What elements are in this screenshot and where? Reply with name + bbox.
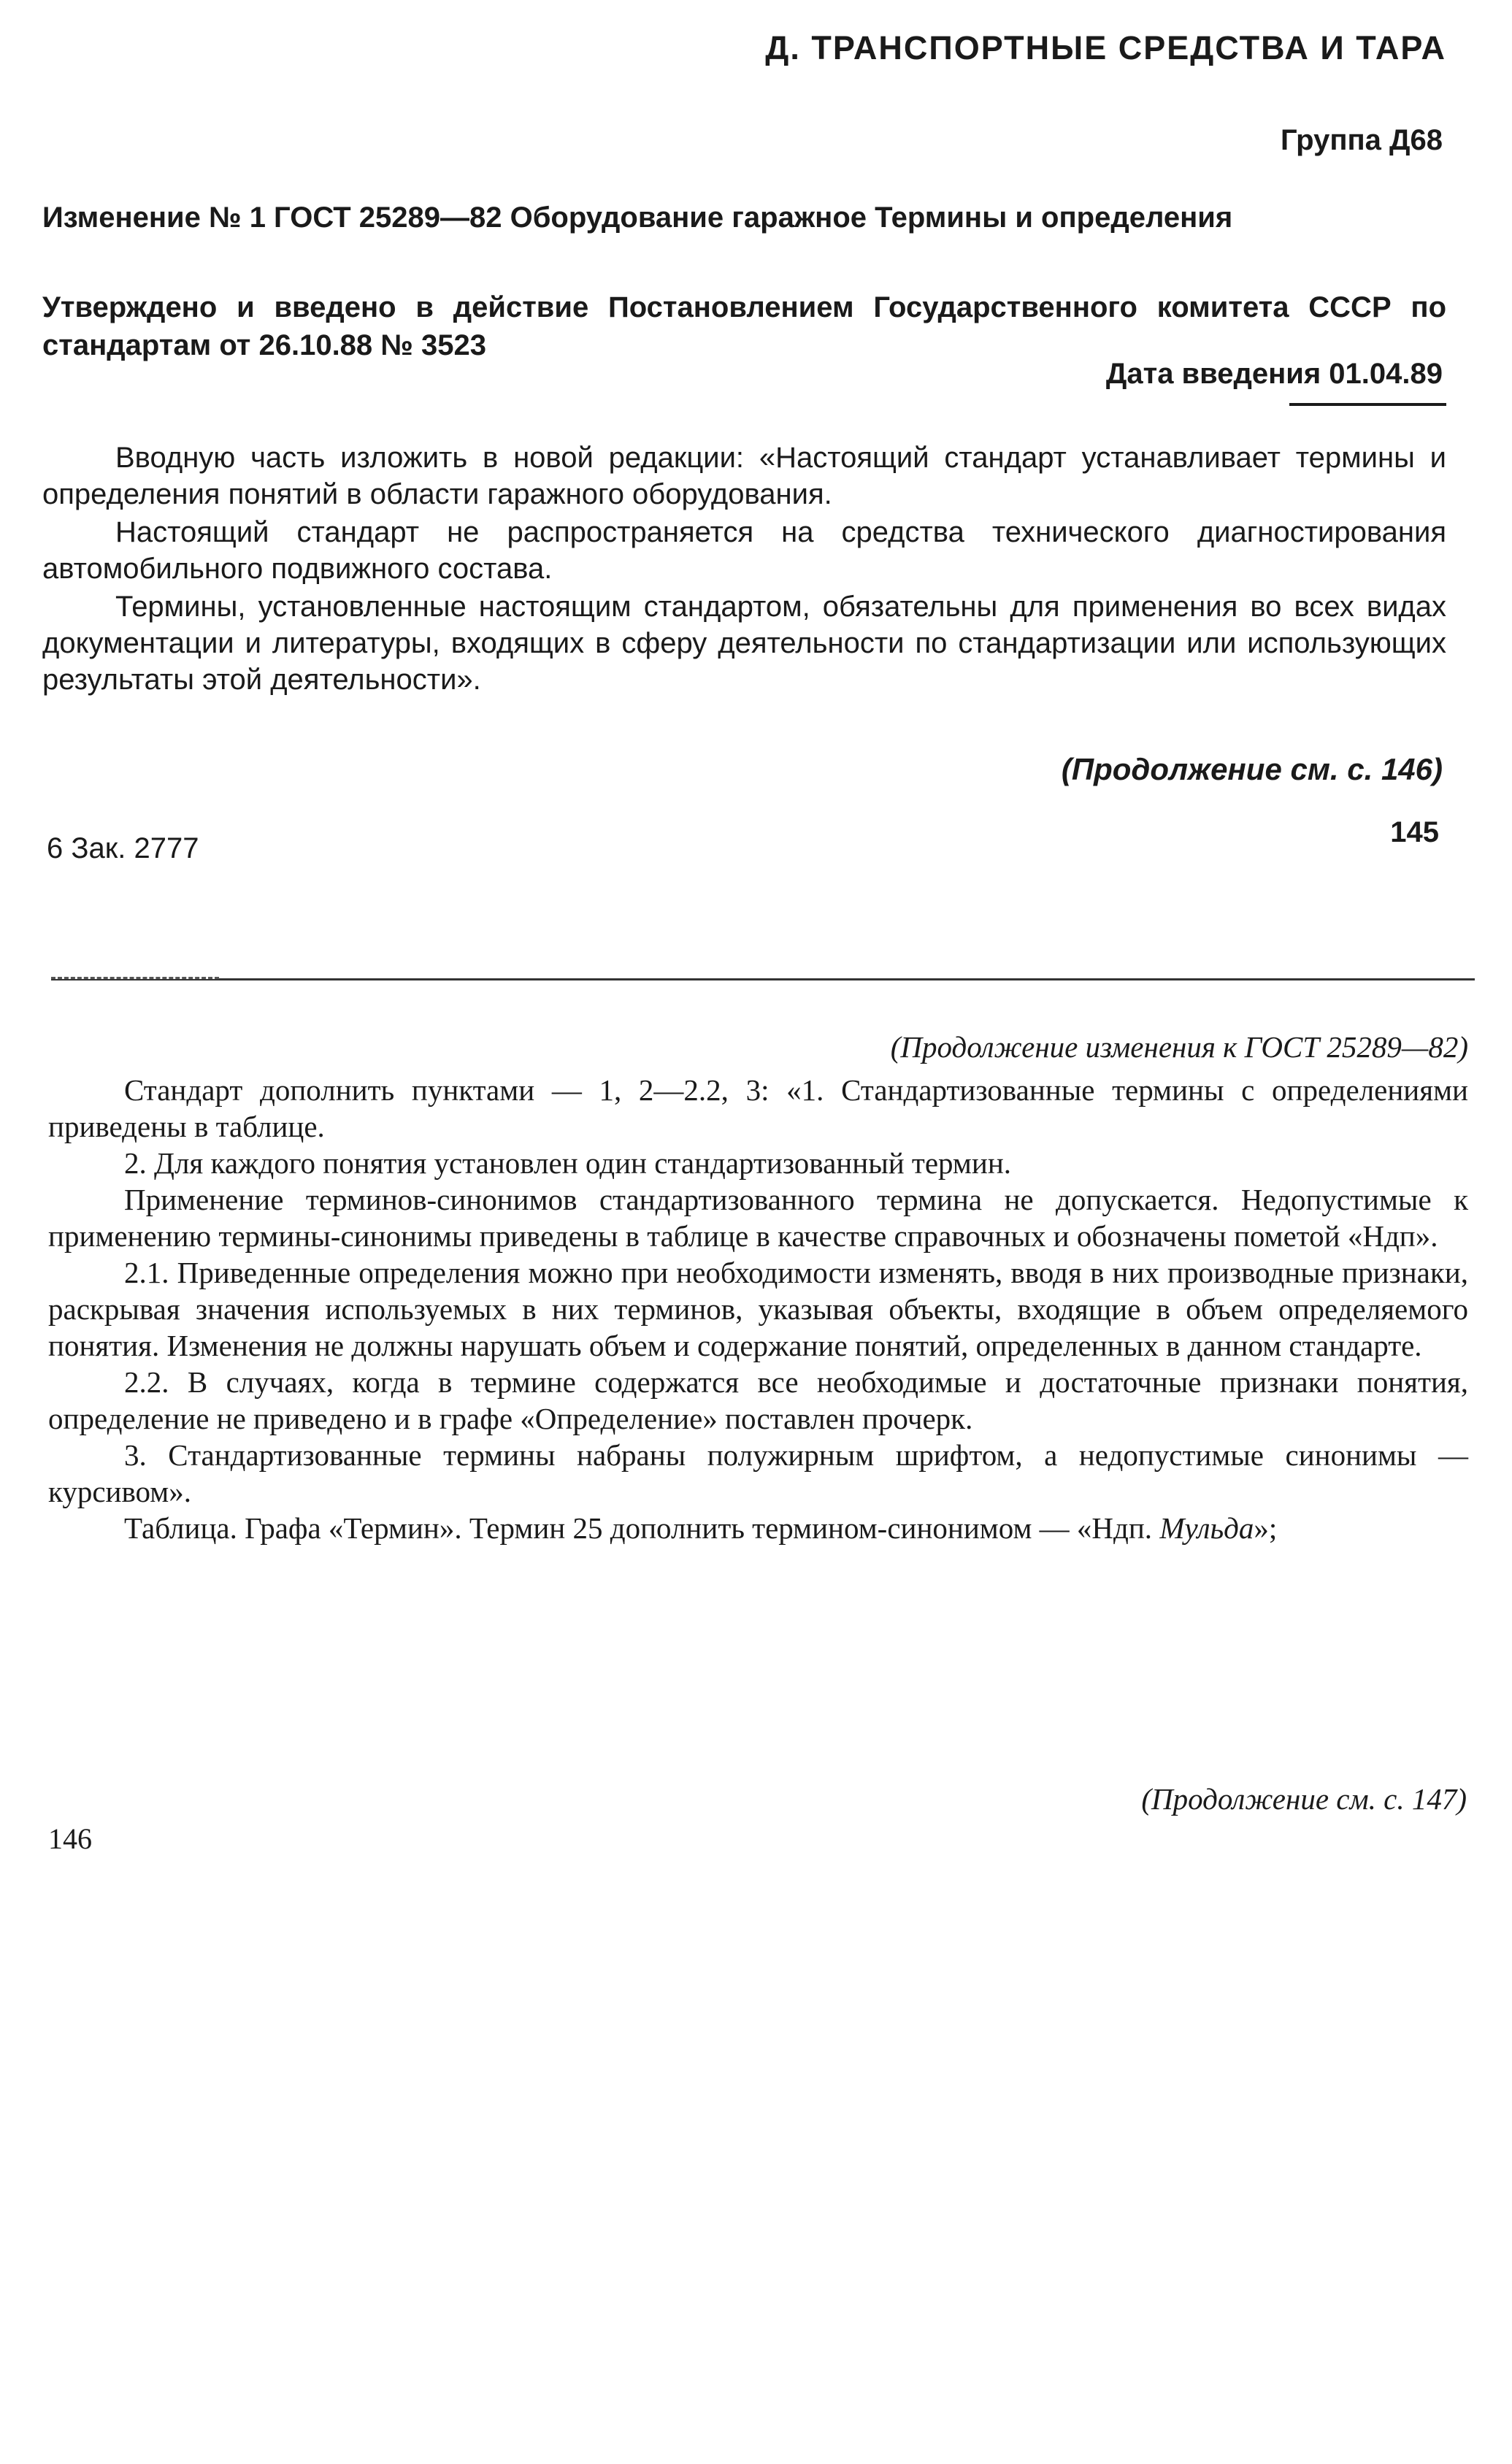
bottom-body-text <box>48 1072 1468 1546</box>
paragraph: 2.2. В случаях, когда в термине содержатся все необходимые и достаточные признаки понятия, определение не приведено и в графе «Определение» поставлен прочерк. <box>48 1365 1468 1435</box>
continued-note: (Продолжение см. с. 147) <box>1141 1782 1467 1816</box>
paragraph: Стандарт дополнить пунктами — 1, 2—2.2, 3: «1. Стандартизованные термины с определениями приведены в таблице. <box>48 1073 1468 1143</box>
paragraph: 2. Для каждого понятия установлен один стандартизованный термин. <box>124 1146 1012 1180</box>
approval-statement: Утверждено и введено в действие Постановлением Государственного комитета СССР по стандартам от 26.10.88 № 3523 <box>42 291 1446 361</box>
paragraph: Применение терминов-синонимов стандартизованного термина не допускается. Недопустимые к применению термины-синонимы приведены в таблице в качестве справочных и обозначены пометой «Ндп». <box>48 1183 1468 1253</box>
page-divider <box>51 978 1475 980</box>
continued-note: (Продолжение см. с. 146) <box>1061 752 1443 786</box>
page-divider-dash <box>51 977 219 979</box>
table-note-italic: Мульда <box>1159 1511 1254 1545</box>
paragraph: Настоящий стандарт не распространяется на средства технического диагностирования автомобильного подвижного состава. <box>42 516 1446 585</box>
page-number: 146 <box>48 1822 92 1855</box>
table-note <box>48 1510 1468 1546</box>
introduction-date: Дата введения 01.04.89 <box>1105 358 1443 390</box>
paragraph: 2.1. Приведенные определения можно при необходимости изменять, вводя в них производные признаки, раскрывая значения используемых в них терминов, указывая объекты, входящие в объем определяемого понятия. Изменения не должны нарушать объем и содержание понятий, определенных в данном стандарте. <box>48 1256 1468 1362</box>
paragraph: Термины, установленные настоящим стандартом, обязательны для применения во всех видах документации и литературы, входящих в сферу деятельности по стандартизации или использующих результаты этой деятельности». <box>42 591 1446 696</box>
continued-header: (Продолжение изменения к ГОСТ 25289—82) <box>890 1030 1468 1064</box>
paragraph: Вводную часть изложить в новой редакции: «Настоящий стандарт устанавливает термины и определения понятий в области гаражного оборудования. <box>42 442 1446 510</box>
table-note-suffix: »; <box>1254 1511 1278 1545</box>
top-body-text <box>42 440 1446 699</box>
date-underline <box>1289 403 1446 406</box>
page-145 <box>0 0 1512 949</box>
section-heading: Д. ТРАНСПОРТНЫЕ СРЕДСТВА И ТАРА <box>765 29 1446 66</box>
table-note-prefix: Таблица. Графа «Термин». Термин 25 дополнить термином-синонимом — «Ндп. <box>124 1511 1160 1545</box>
amendment-title: Изменение № 1 ГОСТ 25289—82 Оборудование гаражное Термины и определения <box>42 202 1233 234</box>
page-number: 145 <box>1390 816 1439 848</box>
group-label: Группа Д68 <box>1281 124 1443 156</box>
order-number: 6 Зак. 2777 <box>47 832 199 864</box>
page-146 <box>0 993 1512 2464</box>
paragraph: 3. Стандартизованные термины набраны полужирным шрифтом, а недопустимые синонимы — курсивом». <box>48 1438 1468 1508</box>
